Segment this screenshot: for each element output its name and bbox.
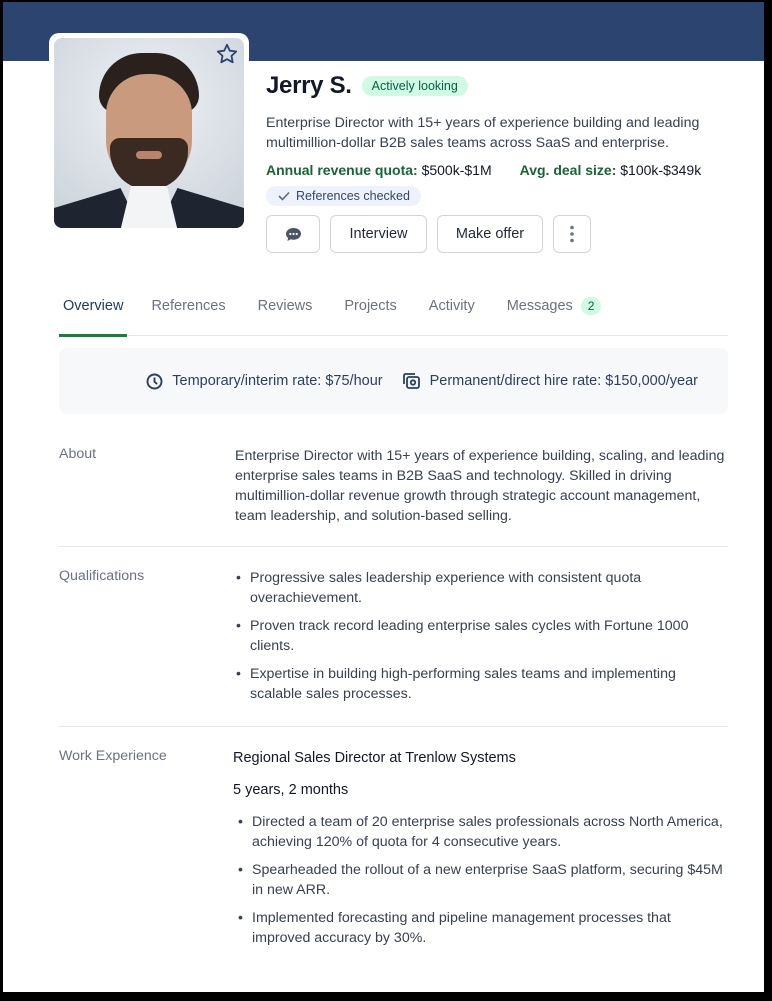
tab-overview[interactable]: Overview (59, 286, 127, 336)
list-item: • Progressive sales leadership experience with consistent quota overachievement. (235, 568, 728, 608)
tab-references[interactable]: References (151, 298, 226, 314)
work-experience-label: Work Experience (59, 748, 167, 764)
qualifications-section (59, 568, 728, 712)
make-offer-button[interactable]: Make offer (437, 215, 543, 253)
metric-deal-size: Avg. deal size: $100k-$349k (519, 162, 702, 178)
profile-summary: Enterprise Director with 15+ years of experience building and leading multimillion-dollar B2B sales teams across SaaS and enterprise. (266, 115, 700, 151)
list-item: • Expertise in building high-performing sales teams and implementing scalable sales processes. (235, 664, 728, 704)
job-duration: 5 years, 2 months (233, 782, 349, 798)
profile-header (266, 72, 736, 253)
interview-button[interactable]: Interview (330, 215, 427, 253)
qualifications-label: Qualifications (59, 568, 145, 584)
list-item: • Implemented forecasting and pipeline management processes that improved accuracy by 30%. (237, 908, 728, 948)
metrics-row (266, 162, 736, 178)
profile-tabs (59, 286, 728, 336)
status-badge: Actively looking (362, 76, 468, 96)
rates-panel (59, 348, 728, 414)
profile-photo (54, 38, 244, 228)
permanent-rate: Permanent/direct hire rate: $150,000/year (401, 372, 698, 390)
section-divider (59, 546, 728, 547)
tab-activity[interactable]: Activity (428, 298, 475, 314)
tab-messages[interactable]: Messages 2 (507, 286, 602, 336)
list-item: • Spearheaded the rollout of a new enterprise SaaS platform, securing $45M in new ARR. (237, 860, 728, 900)
star-outline-icon[interactable] (215, 42, 239, 66)
metric-revenue-quota: Annual revenue quota: $500k-$1M (266, 162, 492, 178)
money-stack-icon (401, 372, 421, 390)
vertical-ellipsis-icon (570, 225, 574, 243)
work-experience-section (59, 748, 728, 956)
references-checked-badge: References checked (266, 186, 421, 206)
message-button[interactable] (266, 215, 320, 253)
temporary-rate: Temporary/interim rate: $75/hour (146, 373, 382, 390)
more-options-button[interactable] (553, 215, 591, 253)
checkmark-icon (278, 191, 290, 201)
tab-reviews[interactable]: Reviews (257, 298, 313, 314)
messages-count-badge: 2 (581, 297, 602, 315)
candidate-name: Jerry S. (266, 72, 352, 99)
about-label: About (59, 446, 97, 462)
about-section (59, 446, 728, 526)
clock-icon (146, 373, 163, 390)
action-buttons (266, 215, 736, 253)
tab-projects[interactable]: Projects (344, 298, 397, 314)
qualifications-list (235, 568, 728, 704)
job-title: Regional Sales Director at Trenlow Systems (233, 750, 516, 766)
chat-bubble-icon (285, 227, 302, 242)
about-text: Enterprise Director with 15+ years of experience building, scaling, and leading enterprise sales teams in B2B SaaS and technology. Skilled in driving multimillion-dollar revenue growth through strategic account management, team leadership, and solution-based selling. (235, 448, 725, 524)
section-divider (59, 726, 728, 727)
profile-card (3, 2, 764, 992)
list-item: • Proven track record leading enterprise sales cycles with Fortune 1000 clients. (235, 616, 728, 656)
list-item: • Directed a team of 20 enterprise sales professionals across North America, achieving 120% of quota for 4 consecutive years. (237, 812, 728, 852)
job-achievements-list (233, 812, 728, 948)
